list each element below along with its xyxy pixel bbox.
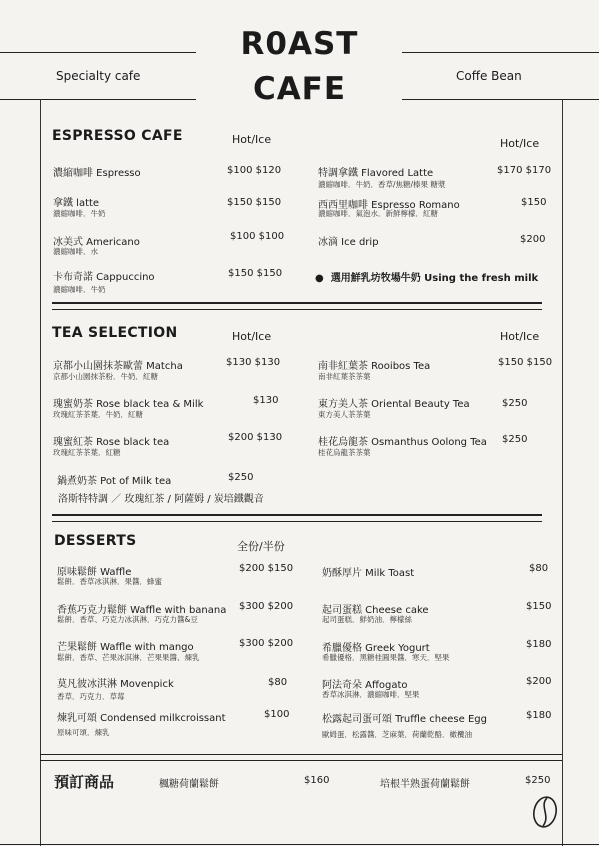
espresso-divider-bottom [52, 309, 542, 310]
menu-item-desc: 濃縮咖啡．牛奶 [53, 285, 106, 294]
preorder-title: 預訂商品 [54, 773, 115, 791]
bottom-border [0, 844, 599, 845]
menu-item-name: 莫凡彼冰淇淋 Movenpick [57, 679, 174, 690]
menu-item-price: $200 [526, 676, 552, 687]
menu-item-name: 鍋煮奶茶 Pot of Milk tea [57, 476, 172, 487]
right-border [562, 99, 563, 846]
menu-item-name: 卡布奇諾 Cappuccino [53, 272, 155, 283]
desserts-title: DESSERTS [54, 533, 137, 549]
menu-item-desc: 希臘優格．黑糖桂圓果醬．寒天．堅果 [322, 653, 450, 662]
menu-item-name: 冰滴 Ice drip [318, 237, 379, 248]
bullet-icon: ● [315, 273, 324, 284]
menu-item-price: $180 [526, 639, 552, 650]
brand-line-2: CAFE [252, 71, 347, 107]
menu-item-price: $150 $150 [228, 268, 283, 279]
menu-item-price: $200 $130 [228, 432, 283, 443]
menu-item-name: 拿鐵 latte [53, 198, 100, 209]
fresh-milk-note-text: 選用鮮乳坊牧場牛奶 Using the fresh milk [330, 273, 539, 284]
menu-item-desc: 南非紅葉茶茶葉 [318, 372, 371, 381]
menu-item-price: $80 [268, 677, 288, 688]
menu-item-name: 瑰蜜奶茶 Rose black tea & Milk [53, 399, 204, 410]
menu-item-name: 培根半熟蛋荷蘭鬆餅 [380, 779, 470, 790]
menu-item-name: 特調拿鐵 Flavored Latte [318, 168, 434, 179]
menu-item-price: $130 $130 [226, 357, 281, 368]
menu-item-price: $160 [304, 775, 330, 786]
menu-item-desc: 桂花烏龍茶茶葉 [318, 448, 371, 457]
menu-item-name: 煉乳可頌 Condensed milkcroissant [57, 713, 226, 724]
menu-item-price: $100 $120 [227, 165, 282, 176]
menu-item-name: 東方美人茶 Oriental Beauty Tea [318, 399, 470, 410]
menu-item-price: $170 $170 [497, 165, 552, 176]
left-border [40, 99, 41, 846]
menu-item-desc: 玫瑰紅茶茶葉．紅糖 [53, 448, 121, 457]
tea-divider-top [52, 514, 542, 516]
menu-item-price: $200 [520, 234, 546, 245]
menu-item-price: $300 $200 [239, 638, 294, 649]
menu-item-price: $100 [264, 709, 290, 720]
menu-item-name: 濃縮咖啡 Espresso [53, 168, 141, 179]
menu-item-price: $130 [253, 395, 279, 406]
menu-item-price: $300 $200 [239, 601, 294, 612]
menu-item-desc: 起司蛋糕．鮮奶油．檸檬絲 [322, 615, 412, 624]
menu-item-desc: 濃縮咖啡．水 [53, 247, 98, 256]
menu-item-price: $80 [529, 563, 549, 574]
menu-item-desc: 鬆餅．香草、巧克力冰淇淋．巧克力醬&豆 [57, 615, 198, 624]
menu-item-price: $250 [502, 434, 528, 445]
espresso-divider-top [52, 302, 542, 304]
menu-item-name: 阿法奇朵 Affogato [322, 680, 408, 691]
menu-item-price: $200 $150 [239, 563, 294, 574]
menu-item-desc: 濃縮咖啡．氣泡水．新鮮檸檬．紅糖 [318, 209, 438, 218]
menu-item-desc: 原味可頌．煉乳 [57, 728, 110, 737]
menu-item-name: 京都小山園抹茶歐蕾 Matcha [53, 361, 183, 372]
menu-item-desc: 濃縮咖啡．牛奶．香草/焦糖/榛果 糖漿 [318, 180, 446, 189]
menu-item-name: 奶酥厚片 Milk Toast [322, 568, 415, 579]
espresso-title: ESPRESSO CAFE [52, 128, 183, 144]
menu-item-desc: 香草冰淇淋．濃縮咖啡．堅果 [322, 690, 420, 699]
desserts-divider-bottom [40, 760, 562, 761]
menu-item-desc: 東方美人茶茶葉 [318, 410, 371, 419]
brand-line-1: R0AST [240, 26, 359, 62]
tea-divider-bottom [52, 521, 542, 522]
menu-item-price: $180 [526, 710, 552, 721]
desserts-divider-top [40, 754, 562, 755]
menu-item-name: 楓糖荷蘭鬆餅 [159, 779, 219, 790]
menu-item-name: 起司蛋糕 Cheese cake [322, 605, 429, 616]
left-tagline: Specialty cafe [56, 69, 141, 83]
menu-item-name: 香蕉巧克力鬆餅 Waffle with banana [57, 605, 227, 616]
menu-item-desc: 洛斯特特調 ／ 玫瑰紅茶 / 阿薩姆 / 炭培鐵觀音 [58, 494, 264, 505]
menu-item-price: $250 [502, 398, 528, 409]
menu-item-name: 原味鬆餅 Waffle [57, 567, 132, 578]
menu-item-name: 南非紅葉茶 Rooibos Tea [318, 361, 431, 372]
coffee-bean-icon [530, 794, 560, 830]
menu-item-price: $250 [525, 775, 551, 786]
menu-item-price: $250 [228, 472, 254, 483]
menu-item-desc: 京都小山園抹茶粉．牛奶．紅糖 [53, 372, 158, 381]
fresh-milk-note [315, 269, 538, 284]
menu-item-name: 希臘優格 Greek Yogurt [322, 643, 430, 654]
desserts-portion-label: 全份/半份 [237, 540, 285, 553]
menu-item-desc: 歐姆蛋．松露醬．芝麻葉．荷蘭乾酪．橄欖油 [322, 730, 472, 739]
menu-item-desc: 鬆餅．香草冰淇淋．果醬．蜂蜜 [57, 577, 162, 586]
menu-item-price: $150 $150 [498, 357, 553, 368]
right-tagline: Coffe Bean [456, 69, 522, 83]
menu-item-name: 冰美式 Americano [53, 237, 140, 248]
menu-item-name: 瑰蜜紅茶 Rose black tea [53, 437, 170, 448]
menu-item-name: 芒果鬆餅 Waffle with mango [57, 642, 194, 653]
menu-item-desc: 香草．巧克力．草莓 [57, 692, 125, 701]
espresso-hot-left: Hot/Ice [232, 133, 272, 146]
tea-hot-right: Hot/Ice [500, 330, 540, 343]
menu-item-name: 西西里咖啡 Espresso Romano [318, 200, 460, 211]
menu-item-desc: 濃縮咖啡．牛奶 [53, 209, 106, 218]
espresso-hot-right: Hot/Ice [500, 137, 540, 150]
menu-item-desc: 玫瑰紅茶茶葉．牛奶．紅糖 [53, 410, 143, 419]
tea-title: TEA SELECTION [52, 325, 178, 341]
menu-item-price: $150 $150 [227, 197, 282, 208]
tea-hot-left: Hot/Ice [232, 330, 272, 343]
menu-item-price: $150 [521, 197, 547, 208]
menu-item-desc: 鬆餅．香草、芒果冰淇淋．芒果果醬、煉乳 [57, 653, 200, 662]
menu-item-name: 松露起司蛋可頌 Truffle cheese Egg [322, 714, 487, 725]
menu-item-price: $100 $100 [230, 231, 285, 242]
menu-item-price: $150 [526, 601, 552, 612]
menu-item-name: 桂花烏龍茶 Osmanthus Oolong Tea [318, 437, 487, 448]
